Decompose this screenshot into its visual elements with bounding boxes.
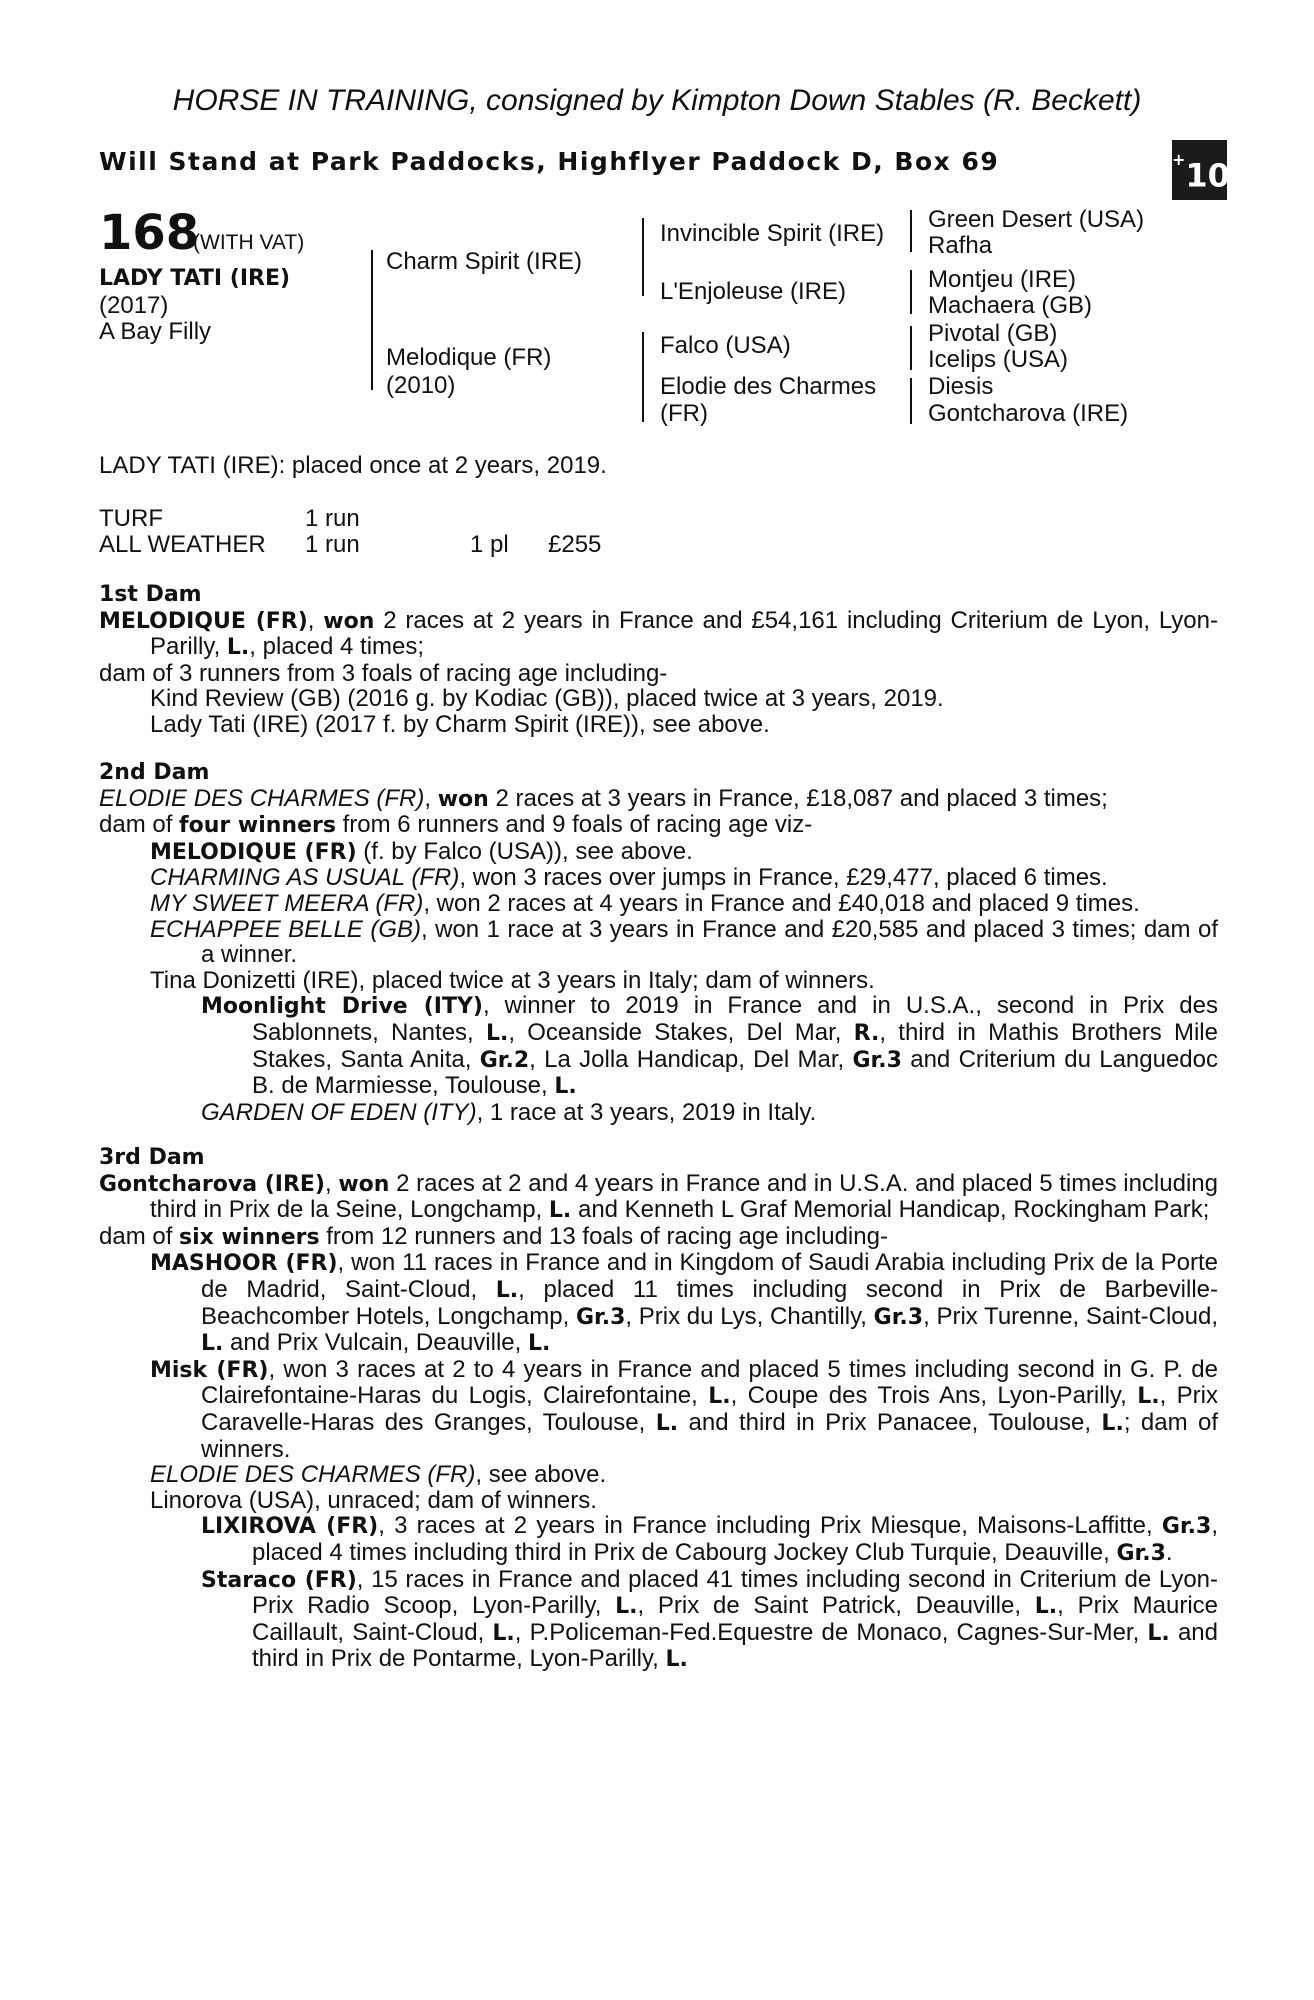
dam-produce-intro: dam of 3 runners from 3 foals of racing age including- <box>99 659 668 687</box>
stat-runs: 1 run <box>305 531 360 558</box>
produce-entry: Misk (FR), won 3 races at 2 to 4 years in France and placed 5 times including second in G. P. de Clairefontaine-Haras du Logis, Clairefontaine, L., Coupe des Trois Ans, Lyon-Parilly, L., Prix Caravelle-Haras des Granges, Toulouse, L. and third in Prix Panacee, Toulouse, L.; dam of winners. <box>150 1355 1218 1463</box>
pedigree-gg3: Montjeu (IRE) <box>928 266 1077 293</box>
stat-earnings: £255 <box>548 531 602 558</box>
badge-plus: + <box>1172 150 1186 169</box>
stand-location: Will Stand at Park Paddocks, Highflyer Paddock D, Box 69 <box>99 147 1000 176</box>
pedigree-gg4: Machaera (GB) <box>928 292 1093 319</box>
stat-runs: 1 run <box>305 505 360 532</box>
pedigree-gg1: Green Desert (USA) <box>928 206 1145 233</box>
dam-record: ELODIE DES CHARMES (FR), won 2 races at 3 years in France, £18,087 and placed 3 times; <box>99 784 1108 812</box>
pedigree-brace <box>910 270 912 314</box>
dam-record: Gontcharova (IRE), won 2 races at 2 and 4 years in France and in U.S.A. and placed 5 times including third in Prix de la Seine, Longchamp, L. and Kenneth L Graf Memorial Handicap, Rockingham Park; <box>99 1169 1218 1224</box>
horse-description: A Bay Filly <box>99 318 212 345</box>
pedigree-dam: Melodique (FR) <box>386 344 552 371</box>
produce-entry: Kind Review (GB) (2016 g. by Kodiac (GB)), placed twice at 3 years, 2019. <box>150 685 944 713</box>
produce-entry: MY SWEET MEERA (FR), won 2 races at 4 years in France and £40,018 and placed 9 times. <box>150 889 1140 917</box>
produce-entry: Moonlight Drive (ITY), winner to 2019 in France and in U.S.A., second in Prix des Sablonnets, Nantes, L., Oceanside Stakes, Del Mar, R., third in Mathis Brothers Mile Stakes, Santa Anita, Gr.2, La Jolla Handicap, Del Mar, Gr.3 and Criterium du Languedoc B. de Marmiesse, Toulouse, L. <box>201 992 1218 1100</box>
horse-year: (2017) <box>99 292 169 319</box>
produce-entry: MELODIQUE (FR) (f. by Falco (USA)), see above. <box>150 837 693 865</box>
catalogue-header: HORSE IN TRAINING, consigned by Kimpton Down Stables (R. Beckett) <box>172 84 1142 117</box>
dam-name: Gontcharova (IRE) <box>99 1171 325 1197</box>
section-heading: 1st Dam <box>99 582 202 607</box>
produce-entry: Lady Tati (IRE) (2017 f. by Charm Spirit (IRE)), see above. <box>150 710 770 738</box>
pedigree-brace <box>910 378 912 424</box>
produce-entry: GARDEN OF EDEN (ITY), 1 race at 3 years, 2019 in Italy. <box>201 1098 817 1126</box>
pedigree-dam-dam-country: (FR) <box>660 400 708 427</box>
pedigree-brace <box>642 218 644 296</box>
pedigree-gg8: Gontcharova (IRE) <box>928 400 1129 427</box>
pedigree-gg7: Diesis <box>928 373 994 400</box>
dam-produce-intro: dam of six winners from 12 runners and 13 foals of racing age including- <box>99 1222 888 1250</box>
pedigree-sire: Charm Spirit (IRE) <box>386 248 583 275</box>
pedigree-sire-sire: Invincible Spirit (IRE) <box>660 220 885 247</box>
pedigree-dam-year: (2010) <box>386 372 456 399</box>
produce-entry: ECHAPPEE BELLE (GB), won 1 race at 3 years in France and £20,585 and placed 3 times; dam of a winner. <box>150 915 1218 969</box>
produce-entry: Tina Donizetti (IRE), placed twice at 3 years in Italy; dam of winners. <box>150 966 875 994</box>
pedigree-brace <box>371 250 373 390</box>
produce-entry: Staraco (FR), 15 races in France and placed 41 times including second in Criterium de Lyon-Prix Radio Scoop, Lyon-Parilly, L., Prix de Saint Patrick, Deauville, L., Prix Maurice Caillault, Saint-Cloud, L., P.Policeman-Fed.Equestre de Monaco, Cagnes-Sur-Mer, L. and third in Prix de Pontarme, Lyon-Parilly, L. <box>201 1565 1219 1673</box>
pedigree-brace <box>910 210 912 252</box>
first-dam-section <box>99 582 1218 738</box>
stat-surface: TURF <box>99 505 163 532</box>
pedigree-gg2: Rafha <box>928 232 993 259</box>
pedigree-gg6: Icelips (USA) <box>928 346 1069 373</box>
dam-record: MELODIQUE (FR), won 2 races at 2 years in France and £54,161 including Criterium de Lyon, Lyon-Parilly, L., placed 4 times; <box>99 606 1218 661</box>
section-heading: 3rd Dam <box>99 1145 205 1170</box>
produce-entry: CHARMING AS USUAL (FR), won 3 races over jumps in France, £29,477, placed 6 times. <box>150 864 1108 892</box>
dam-name: ELODIE DES CHARMES (FR) <box>99 784 425 812</box>
lot-number: 168 <box>99 205 200 261</box>
dam-produce-intro: dam of four winners from 6 runners and 9 foals of racing age viz- <box>99 811 813 839</box>
vat-note: (WITH VAT) <box>193 231 305 254</box>
pedigree-sire-dam: L'Enjoleuse (IRE) <box>660 278 846 305</box>
stat-surface: ALL WEATHER <box>99 531 266 558</box>
pedigree-brace <box>910 326 912 370</box>
stat-placed: 1 pl <box>470 531 509 558</box>
produce-entry: ELODIE DES CHARMES (FR), see above. <box>150 1461 607 1489</box>
second-dam-section <box>99 760 1218 1125</box>
pedigree-dam-sire: Falco (USA) <box>660 332 791 359</box>
number-10-badge-icon <box>1172 140 1230 200</box>
section-heading: 2nd Dam <box>99 760 210 785</box>
pedigree-brace <box>642 332 644 422</box>
race-summary: LADY TATI (IRE): placed once at 2 years, 2019. <box>99 452 607 479</box>
produce-entry: LIXIROVA (FR), 3 races at 2 years in France including Prix Miesque, Maisons-Laffitte, Gr.3, placed 4 times including third in Prix de Cabourg Jockey Club Turquie, Deauville, Gr.3. <box>201 1512 1219 1566</box>
pedigree-gg5: Pivotal (GB) <box>928 320 1058 347</box>
horse-name: LADY TATI (IRE) <box>99 266 291 291</box>
produce-entry: MASHOOR (FR), won 11 races in France and in Kingdom of Saudi Arabia including Prix de la Porte de Madrid, Saint-Cloud, L., placed 11 times including second in Prix de Barbeville-Beachcomber Hotels, Longchamp, Gr.3, Prix du Lys, Chantilly, Gr.3, Prix Turenne, Saint-Cloud, L. and Prix Vulcain, Deauville, L. <box>150 1249 1219 1357</box>
pedigree-dam-dam: Elodie des Charmes <box>660 373 877 400</box>
badge-number: 10 <box>1185 156 1230 195</box>
third-dam-section <box>99 1145 1218 1673</box>
won-label: won <box>323 608 375 634</box>
produce-entry: Linorova (USA), unraced; dam of winners. <box>150 1486 597 1514</box>
dam-name: MELODIQUE (FR) <box>99 608 308 634</box>
